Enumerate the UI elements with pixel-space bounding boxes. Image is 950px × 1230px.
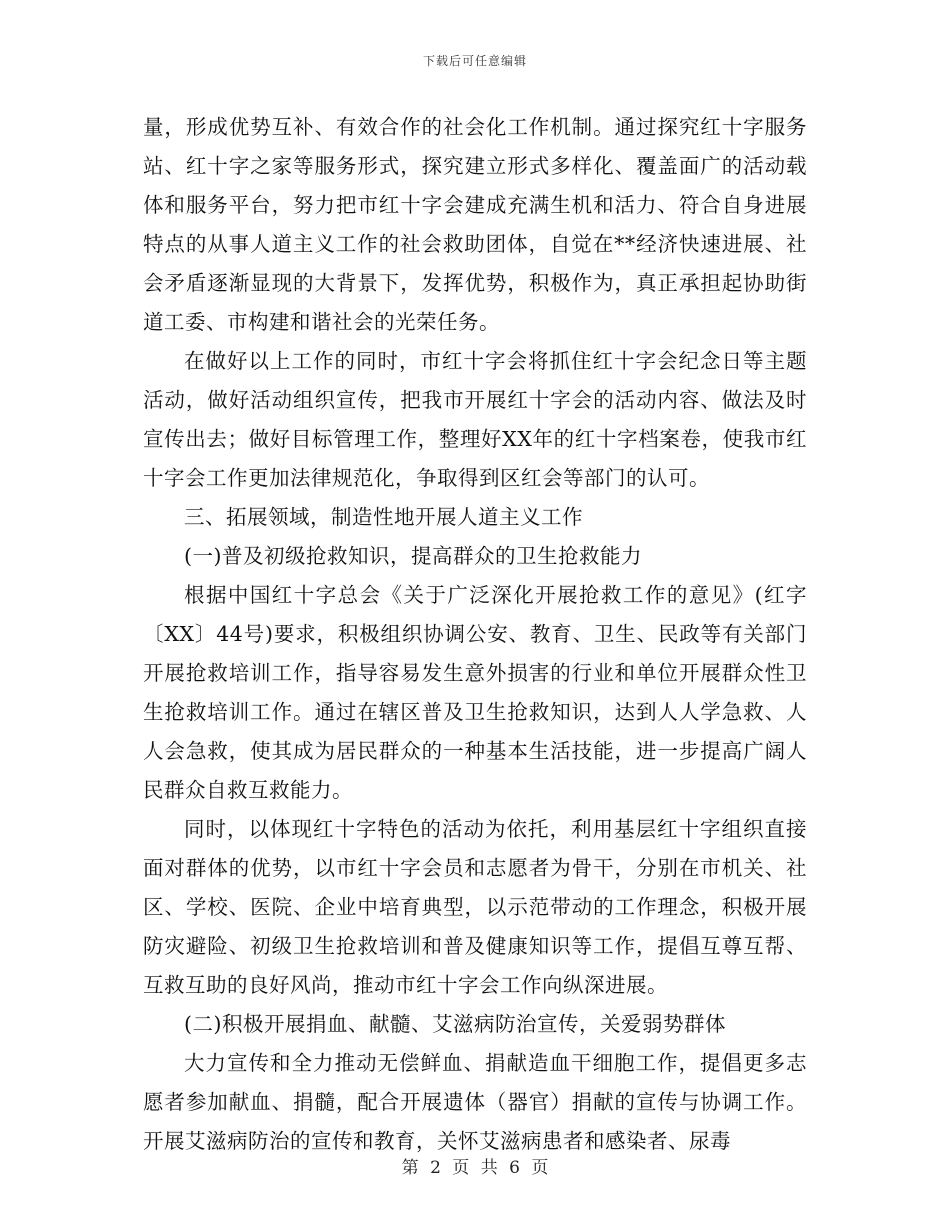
subsection-heading-2: (二)积极开展捐血、献髓、艾滋病防治宣传，关爱弱势群体 (184, 1012, 726, 1036)
paragraph-3: 根据中国红十字总会《关于广泛深化开展抢救工作的意见》(红字〔XX〕44号)要求，积极组织协调公安、教育、卫生、民政等有关部门开展抢救培训工作，指导容易发生意外损害的行业和单位开展群众性卫生抢救培训工作。通过在辖区普及卫生抢救知识，达到人人学急救、人人会急救，使其成为居民群众的一种基本生活技能，进一步提高广阔人民群众自救互救能力。 (143, 583, 807, 802)
paragraph-1: 量，形成优势互补、有效合作的社会化工作机制。通过探究红十字服务站、红十字之家等服务形式，探究建立形式多样化、覆盖面广的活动载体和服务平台，努力把市红十字会建成充满生机和活力、符合自身进展特点的从事人道主义工作的社会救助团体，自觉在**经济快速进展、社会矛盾逐渐显现的大背景下，发挥优势，积极作为，真正承担起协助街道工委、市构建和谐社会的光荣任务。 (143, 115, 807, 334)
paragraph-2: 在做好以上工作的同时，市红十字会将抓住红十字会纪念日等主题活动，做好活动组织宣传，把我市开展红十字会的活动内容、做法及时宣传出去；做好目标管理工作，整理好XX年的红十字档案卷，使我市红十字会工作更加法律规范化，争取得到区红会等部门的认可。 (143, 349, 807, 490)
subsection-heading-1: (一)普及初级抢救知识，提高群众的卫生抢救能力 (184, 544, 642, 568)
paragraph-4: 同时，以体现红十字特色的活动为依托，利用基层红十字组织直接面对群体的优势，以市红十字会员和志愿者为骨干，分别在市机关、社区、学校、医院、企业中培育典型，以示范带动的工作理念，积极开展防灾避险、初级卫生抢救培训和普及健康知识等工作，提倡互尊互帮、互救互助的良好风尚，推动市红十字会工作向纵深进展。 (143, 817, 807, 997)
page-number: 第 2 页 共 6 页 (401, 1158, 549, 1178)
paragraph-5: 大力宣传和全力推动无偿鲜血、捐献造血干细胞工作，提倡更多志愿者参加献血、捐髓，配合开展遗体（器官）捐献的宣传与协调工作。开展艾滋病防治的宣传和教育，关怀艾滋病患者和感染者、尿毒 (143, 1051, 807, 1153)
document-body (143, 108, 807, 1161)
page-header-note: 下载后可任意编辑 (422, 54, 527, 68)
section-heading-3: 三、拓展领域，制造性地开展人道主义工作 (184, 505, 583, 529)
